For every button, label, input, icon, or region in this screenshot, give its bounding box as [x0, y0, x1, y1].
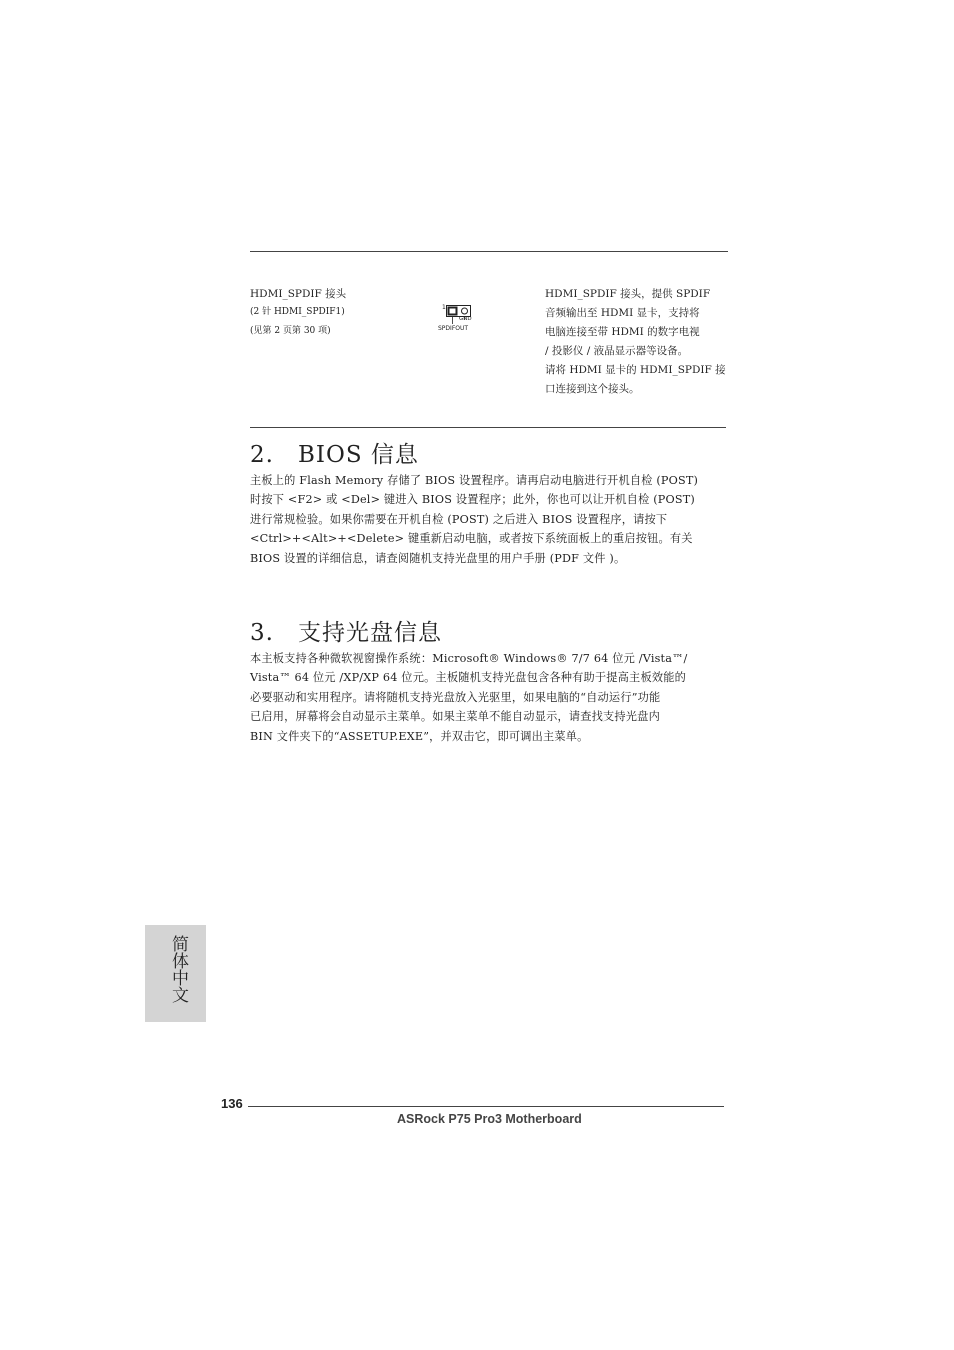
- cd-section-title: 支持光盘信息: [298, 620, 442, 646]
- connector-name: HDMI_SPDIF 接头: [250, 288, 347, 300]
- page-number: 136: [221, 1096, 243, 1111]
- paragraph-line: 本主板支持各种微软视窗操作系统：Microsoft® Windows® 7/7 64 位元 /Vista™/: [250, 652, 688, 665]
- spdif-pin-diagram: [436, 302, 484, 336]
- cd-heading: [250, 614, 442, 647]
- language-tab: [145, 925, 206, 1022]
- connector-ref: (见第 2 页第 30 项): [250, 326, 331, 336]
- description-line: 口连接到这个接头。: [545, 383, 640, 395]
- description-line: 音频输出至 HDMI 显卡，支持将: [545, 307, 700, 319]
- paragraph-line: Vista™ 64 位元 /XP/XP 64 位元。主板随机支持光盘包含各种有助于提高主板效能的: [250, 671, 686, 685]
- spdifout-label: SPDIFOUT: [438, 325, 469, 332]
- top-divider: [250, 251, 728, 252]
- description-line: 电脑连接至带 HDMI 的数字电视: [545, 326, 700, 338]
- description-line: HDMI_SPDIF 接头，提供 SPDIF: [545, 288, 711, 300]
- footer-model: ASRock P75 Pro3 Motherboard: [397, 1112, 582, 1126]
- paragraph-line: BIN 文件夹下的“ASSETUP.EXE”，并双击它，即可调出主菜单。: [250, 729, 589, 743]
- pin1-label: 1: [442, 304, 446, 311]
- section-divider: [250, 427, 726, 428]
- paragraph-line: 进行常规检验。如果你需要在开机自检 (POST) 之后进入 BIOS 设置程序，请按下: [250, 512, 668, 526]
- bios-heading: [250, 436, 419, 469]
- cd-section-number: 3.: [250, 620, 274, 646]
- description-line: 请将 HDMI 显卡的 HDMI_SPDIF 接: [545, 364, 726, 376]
- paragraph-line: 已启用，屏幕将会自动显示主菜单。如果主菜单不能自动显示，请查找支持光盘内: [250, 710, 660, 724]
- description-line: / 投影仪 / 液晶显示器等设备。: [545, 345, 689, 357]
- footer-divider: [248, 1106, 724, 1107]
- cd-paragraph: [250, 649, 730, 746]
- connector-pins: (2 针 HDMI_SPDIF1): [250, 307, 345, 317]
- bios-paragraph: [250, 471, 730, 568]
- paragraph-line: BIOS 设置的详细信息，请查阅随机支持光盘里的用户手册 (PDF 文件 )。: [250, 551, 626, 565]
- paragraph-line: <Ctrl>+<Alt>+<Delete> 键重新启动电脑，或者按下系统面板上的重启按钮。有关: [250, 532, 693, 546]
- paragraph-line: 必要驱动和实用程序。请将随机支持光盘放入光驱里，如果电脑的“自动运行”功能: [250, 690, 661, 704]
- bios-section-number: 2.: [250, 442, 274, 468]
- bios-section-title: BIOS 信息: [298, 442, 419, 468]
- connector-description: [545, 285, 730, 399]
- gnd-label: GND: [459, 316, 472, 322]
- language-tab-label: 简体中文: [168, 935, 188, 1003]
- paragraph-line: 时按下 <F2> 或 <Del> 键进入 BIOS 设置程序；此外，你也可以让开机自检 (POST): [250, 493, 695, 507]
- paragraph-line: 主板上的 Flash Memory 存储了 BIOS 设置程序。请再启动电脑进行开机自检 (POST): [250, 474, 699, 487]
